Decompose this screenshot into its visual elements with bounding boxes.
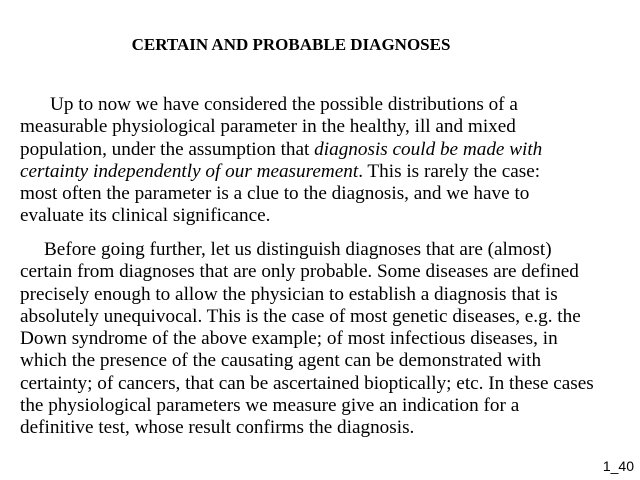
paragraph-2 xyxy=(20,239,630,440)
paragraph-2-line-3: precisely enough to allow the physician to establish a diagnosis that is xyxy=(20,283,558,305)
paragraph-1-line-6: evaluate its clinical significance. xyxy=(20,205,271,227)
page-number: 1_40 xyxy=(602,458,634,474)
italic-phrase-part-2: certainty independently of our measurement xyxy=(20,160,359,182)
paragraph-2-line-9: definitive test, whose result confirms the diagnosis. xyxy=(20,417,415,439)
paragraph-2-line-4: absolutely unequivocal. This is the case of most genetic diseases, e.g. the xyxy=(20,305,581,327)
italic-phrase-part-1: diagnosis could be made with xyxy=(314,138,543,160)
paragraph-1-line-3: population, under the assumption that xyxy=(20,138,315,160)
paragraph-2-line-5: Down syndrome of the above example; of most infectious diseases, in xyxy=(20,328,558,350)
paragraph-1-line-4-tail: . This is rarely the case: xyxy=(358,160,541,182)
paragraph-1-line-5: most often the parameter is a clue to the diagnosis, and we have to xyxy=(20,183,530,205)
paragraph-2-line-6: which the presence of the causating agent can be demonstrated with xyxy=(20,350,542,372)
paragraph-2-line-7: certainty; of cancers, that can be ascertained bioptically; etc. In these cases xyxy=(20,372,594,394)
paragraph-2-line-2: certain from diagnoses that are only probable. Some diseases are defined xyxy=(20,261,579,283)
paragraph-2-line-8: the physiological parameters we measure give an indication for a xyxy=(20,395,520,417)
page-title: CERTAIN AND PROBABLE DIAGNOSES xyxy=(131,35,451,54)
paragraph-1-line-1: Up to now we have considered the possible distributions of a xyxy=(50,94,518,115)
paragraph-1 xyxy=(20,94,630,228)
paragraph-1-line-2: measurable physiological parameter in the healthy, ill and mixed xyxy=(20,116,516,138)
paragraph-2-line-1: Before going further, let us distinguish diagnoses that are (almost) xyxy=(44,239,552,260)
